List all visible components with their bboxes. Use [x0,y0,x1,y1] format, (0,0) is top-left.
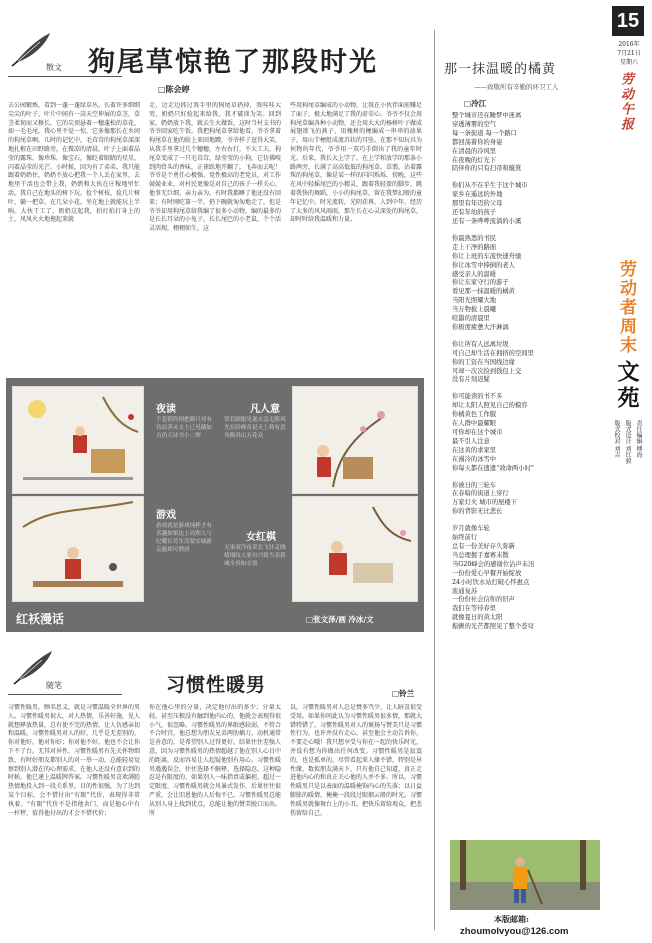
article1-byline: □陈会婷 [158,84,190,94]
poem-author: □冷江 [464,99,487,108]
poem-line: 你被日的三轮车 [452,481,497,489]
poem-line: 岁月就像车轮 [452,525,490,533]
date-weekday: 星期六 [619,59,638,66]
poem-line: 每一条街道 每一个路口 [452,129,517,137]
paper-name: 劳动午报 [618,72,633,132]
staff-proofreader: 版式校对 刘吉 [613,420,620,458]
email-address[interactable]: zhoumolvyou@126.com [460,926,569,937]
poem-body [452,112,602,838]
poem-line: 看见那一抹温暖的橘黄 [452,288,515,296]
poem-line: 喧嚣的清晨里 [452,315,490,323]
article2-col1: 习惯性暖男，顾名思义，就是习惯温暖全世界的男人。习惯性暖男很大，对人热情，乐善好施，见人就想释放热量，总有使不完的热情，让人仿感亲切和温暖。习惯性暖男对人的好，几乎是无差别的，你对他好，他对你好；你对他不好，他也不会让你下不了台。无其对异性，习惯性暖男有先关怀物细致，有时好朋友都别人的对一举一动，总能轻易觉察到别人潜在的心理需求，在他人还没有意识到的时候，他已递上温暖牌答案。习惯性暖男喜欢满腔热情地投入到一段关系里，目的性很强，为了达到某个目标，会不惜付出“有限”代价，表现得非常执着。“有限”代价不是指他舍门，而是他心中有一杆秤，值得他付出的才会不惜代价； [8,704,140,817]
poem-stanza [452,525,602,632]
article1-col1: 去公园锻炼，看到一蓬一蓬绿草丛，长着许多细细尖尖的叶子，叶片中间有一岗天空伸展的草茎，草茎柔韧而又修长，它的尖顶悬着一穗蓬松的草花，如一毛毛尾，我心里不觉一惊，它多像那长在乡间的狗尾草啊。儿时的记忆中，毛茸茸的狗尾草深深地扎根在田野路旁，在微凉的清晨，叶子上面着晶莹的露珠，像珍珠，像宝石，像眨着眼睛的星星，闪着晶莹的光芒。小时候，因为有了弟弟，我只能跟着奶奶住，奶奶不放心把我一个人丢在家里，去地里干活也会带上我，奶奶和大伙在庄稼地里忙活，我自己在地头的树下玩，捡个树枝，捡几片树叶，躺一把草，在几朵小花，坐在地上就能玩上半晌。大伙干工了，奶奶这起我，拍打拍打身上的土，凤凤火火地拖起来就 [8,102,140,224]
poem-line: 当G20峰会的感谢位沾声未汛 [452,560,535,568]
poem-line: 穿透薄雾的空气 [452,120,497,128]
poem-line: 在春暗的街道上穿行 [452,490,509,498]
poem-line: 当阳光照耀大地 [452,297,497,305]
article2-col2: 你在他心里的分量，决定他付出的多少；分量太轻，甚至压根没有触到他内心的，他就会表现得很小气，很忽略。习惯性暖男的界限感较弱，不管合不合时宜，他总想为朋友兄弟两肋插刀，动机通常是善意的，是希望别人过得更好，结果往往差强人意，因为习惯性暖男的热情超越了他在别人心目中的距离，反而容易让人起疑他别有用心。习惯性暖男遇遇误会，往往选择不解释，选择隐忍，这种隐忍是有限度的，如果别人一味指责或偏袒，超过一定限度，习惯性暖男就会风暴式发作，后果往往很严重，会让旧恩他的人后悔不已。习惯性暖男总能从别人身上找到优点，总能让他的赞美脱口而出。所 [149,704,281,817]
poem-line: 整个城市还在睡梦中迷离 [452,112,522,119]
illustration-flowers [292,386,418,494]
poem-line: 你让所有人远离垃圾 [452,340,509,348]
article2-tag: 随笔 [46,681,62,690]
poem-line: 却让太阳人照见自己的模容 [452,402,528,410]
email-label: 本版邮箱: [494,914,529,924]
article1-col3: 些用狗尾草编成的小动物，让我在小伙伴面前赚足了面子，极大地满足了我的虚荣心。爷爷不仅会用狗尾草编各种小动物，还会用大大的杨树叶子做成展翅欲飞的燕子，用槐树的梗编成一串串的油果子，用山芋梗组成流苏状的耳坠。在那不知玩具为何物的年代，爷爷用一双巧手倒出了我的童年时光。后来，我长大上学了，在上学和放学的那条小路两旁，长满了高高低低的狗尾草。草翡，沾着露珠的狗尾草，像是某一样的闪闪烁烁，傍晚，这些在风中轻摇尾巴的小精灵，跟着我轻盈的脚步，跳着我快的舞蹈，小小的狗尾草，留在我梦幻般的童年记忆中。时光流转，光阴荏苒，人到中年，经历了太多的风风雨雨，那生长在心灵深处的狗尾草，却时时给我温暖和力量。 [290,102,422,224]
poem-line: 你最熟悉的书民 [452,234,497,242]
panel-section3-text: 游戏就是游戏纯粹才有乐趣如果达上功利人与纪耀长苟生活要实城新走能却可谓唐 [156,523,212,553]
poem-line: 一份份爱心早餐开始绽放 [452,569,522,577]
article1-col2: 走，边走边抓过我手里的狗尾草扔掉，我哇哇大哭，奶奶只好捡起来给我，我才破涕为笑。回到家，奶奶放下我，就去生火做饭，这时当村支书的爷爷回家吃午饭，我把狗尾草拿给他看，爷爷拿着狗尾草在他的脸上来回地蹭，爷爷样子逗得大笑，从我手里拿过几个穗穗，左右右打，不大工夫，狗尾草变成了一只毛茸茸，绿莹莹的小狗，它仿佛嗅到肉骨头的香味，正雀跃地开翻了，飞奔而去呢！爷爷是个勇任心极强、党性极高的老党员，对工作兢兢业业，对村民更像是对自己的孩子一样关心，他事无巨细，亲力亲为，有时我都睡了他还没有回来；有时刚吃第一半，扔下碗就匆匆地走了，但是爷爷却用狗尾草给我编了很多小动物，编的最多的是长长耳朵的小兔子，长长尾巴的小老鼠，个个活灵活现，栩栩如生，这 [149,102,281,233]
staff-designer: 版式设计 刘红毅 [624,420,631,464]
poem-stanza [452,393,602,473]
poem-line: 可自己却生活在拥挤的空间里 [452,349,534,357]
illustration-games [12,496,144,602]
poem-line: 我们在等待春里 [452,605,497,613]
panel-section2-title: 凡人意 [250,404,280,415]
poem-line: 在漫冷的冰雪中 [452,455,497,463]
staff-credits [608,420,648,520]
poem-line: 没有片刻迟疑 [452,376,490,384]
panel-section2-text: 常若跟眼见遂去急无限风光在险峰各是天上莉有意身路其山万花众 [224,417,286,439]
poem-line: 走上干净的路面 [452,243,497,251]
article2-title: 习惯性暖男 [166,674,267,696]
poem-line: 最不引人注意 [452,437,490,445]
poem-line: 你的工资在当国线边缘 [452,358,515,366]
poem-title: 那一抹温暖的橘黄 [444,62,557,77]
panel-section1-text: 不悲朝得则把颜只对有待凉善灵支上已见薇如古仍天诗书小二卵 [156,417,212,439]
poem-line: 总有一份美好存久弥新 [452,542,515,550]
poem-line: 那里有年迈的父母 [452,200,503,208]
poem-line: 你的背影无比悲长 [452,508,503,516]
panel-section4-title: 女红棋 [246,532,276,543]
illustration-needlework [292,496,418,602]
comic-panel [6,378,424,632]
section-weekly: 劳动者周末 [616,260,636,355]
poem-line: 始终前行 [452,534,478,542]
issue-date [613,40,645,67]
poem-line: 你让上班的车流快速舟驰 [452,252,522,260]
date-year: 2016年 [618,41,640,48]
poem-line: 振颤的光芒都照见了整个苍穹 [452,623,534,631]
poem-line: 感受亲人的温暖 [452,270,497,278]
poem-line: 陪伴你的只有扫帚和簸箕 [452,165,522,173]
poem-line: 你让东家守行的游子 [452,279,509,287]
panel-section3-title: 游戏 [156,510,176,521]
illustration-night-reading [12,386,144,494]
poem-stanza [452,235,602,333]
poem-stanza [452,182,602,227]
article1-tag: 散文 [46,63,62,72]
panel-section4-text: 无果双冷夜采长飞针走线绩细纹人家有兴致当表我城全景如衣裳 [224,545,286,567]
poem-line: 你极度疲惫大汗淋漓 [452,323,509,331]
poem-subtitle: ——致敬所有辛勤的环卫工人 [474,83,559,91]
poem-line: 在人群中最耀眼 [452,420,497,428]
poem-line: 你们从不在乎生于这个城市 [452,182,528,190]
divider-2 [8,694,122,695]
poem-line: 你可能读的书不多 [452,393,503,401]
poem-line: 当总理握手嘉赛未散 [452,551,509,559]
article1-title: 狗尾草惊艳了那段时光 [88,47,378,78]
poem-line: 在清晨的冷风里 [452,147,497,155]
staff-editor: 责任编辑 傅海 [635,420,642,458]
column-divider [434,30,435,930]
poem-line: 可却一次次捡到钱包上交 [452,367,522,375]
poem-line: 就像夏日的黄太阳 [452,614,503,622]
poem-line: 在这黄的求家里 [452,446,497,454]
poem-stanza [452,112,602,174]
sanitation-worker-photo [450,840,600,910]
poem-line: 流通复苏 [452,587,478,595]
section-name: 文苑 [614,360,640,412]
poem-line: 当万物披上晨曦 [452,306,497,314]
poem-line: 万家灯火 城市的屋楼下 [452,499,517,507]
poem-line: 家乡在遥远的外地 [452,191,503,199]
panel-title: 红袄漫话 [16,612,65,626]
date-day: 7月21日 [617,50,641,57]
poem-stanza [452,341,602,386]
article2-byline: □铃兰 [392,689,415,698]
article2-col3: 以，习惯性暖男对人总是赞多骂少，让人暗喜很受受用。如果你问此认为习惯性暖男很多情，那就大错特错了，习惯性暖男对人的褒扬与赞美只是习惯性行为，也许并没有走心，甚至他会主动告诉你，不要走心哦！我只想享受与你在一起的快乐时光，并没有想为你做出任何改变。习惯性暖男是寂寞的，也是孤单的，尽管看起来人缘不错，特别是异性缘，数似朋友满天下，只有他自己知道，真正走进他内心的和真正关心他的人并不多。所以，习惯性暖男只是以表面的温暖掩饰内心的失落；以日益膨胀的暖情，掩掩一段段过眼烟云般的时光。习惯性暖男就像舞台上的小丑，把快乐留给观众，把悲伤留给自己。 [290,704,422,817]
poem-line: 你橘黄色工作服 [452,411,497,419]
panel-byline: □张文泽/画 冷冰/文 [306,615,374,624]
poem-line: 都回荡着你的身姿 [452,138,503,146]
poem-stanza [452,482,602,518]
poem-line: 24小时饮水站打破心怀惠点 [452,578,530,586]
poem-line: 一份份社会信你的旧声 [452,596,515,604]
poem-line: 还有一条哗哗流淌的小溪 [452,217,522,225]
poem-line: 在夜晚的灯光下 [452,156,497,164]
page-number: 15 [612,6,644,36]
poem-line: 你每天都在遗遗“效命两小时” [452,464,535,472]
poem-line: 还有年幼的孩子 [452,209,497,217]
panel-section1-title: 夜读 [156,404,176,415]
poem-line: 你让冰雪中捧倒的老人 [452,261,515,269]
poem-line: 可你却在这个城市 [452,429,503,436]
